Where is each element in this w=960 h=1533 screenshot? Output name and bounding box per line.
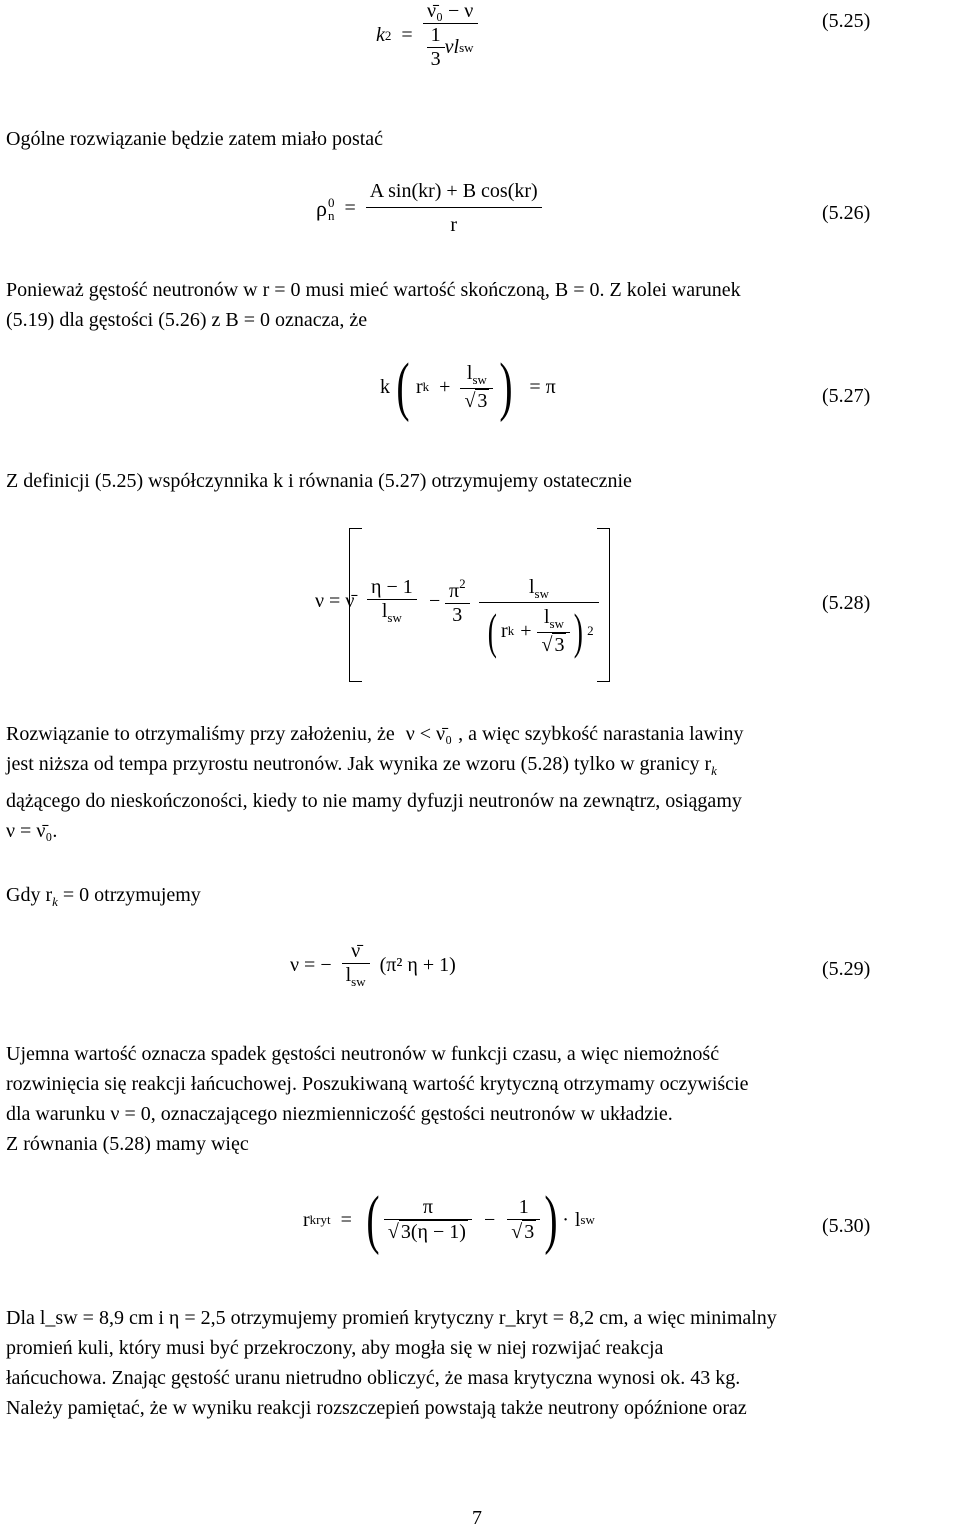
eq-5-28-t1-den-sub: sw bbox=[387, 610, 402, 625]
eq-5-25-den-var: νl bbox=[444, 36, 460, 58]
eq-5-28-t3-r-sub: k bbox=[507, 623, 515, 638]
eq-5-27-rhs: = π bbox=[529, 375, 556, 398]
eq-5-29-num: ν̄ bbox=[351, 940, 361, 962]
eq-5-25-numerator: ν̄₀ − ν bbox=[426, 0, 474, 22]
equation-5-29 bbox=[290, 940, 456, 990]
eq-5-26-rho: ρ bbox=[316, 195, 327, 221]
eq-5-28-right-bracket bbox=[597, 528, 610, 682]
eq-5-27-k: k bbox=[380, 375, 390, 398]
eq-5-30-fraction-1: π √ 3(η − 1) bbox=[384, 1196, 472, 1244]
eq-5-30-f1-den: 3(η − 1) bbox=[400, 1221, 466, 1243]
equation-5-25 bbox=[376, 0, 478, 71]
eq-5-25-fraction bbox=[423, 0, 478, 71]
eq-5-30-right-paren: ) bbox=[544, 1183, 558, 1256]
eq-5-28-t1-num: η − 1 bbox=[371, 576, 413, 598]
eq-5-30-left-paren: ( bbox=[366, 1183, 380, 1256]
eq-5-29-lhs: ν = − bbox=[290, 953, 332, 976]
eq-5-30-lhs-sub: kryt bbox=[309, 1212, 331, 1227]
eq-number-5-25: (5.25) bbox=[822, 10, 871, 32]
eq-5-28-t3-num: l bbox=[528, 576, 535, 598]
paragraph-6-line-1: Ujemna wartość oznacza spadek gęstości neutronów w funkcji czasu, a więc niemożność bbox=[6, 1043, 720, 1065]
eq-5-30-dot: · bbox=[562, 1208, 569, 1231]
eq-5-30-equals: = bbox=[340, 1208, 352, 1231]
eq-5-28-lhs: ν = ν̄ bbox=[315, 590, 355, 612]
paragraph-4-line-3: dążącego do nieskończoności, kiedy to nie mamy dyfuzji neutronów na zewnątrz, osiągamy bbox=[6, 790, 742, 812]
equation-5-27 bbox=[380, 352, 556, 422]
paragraph-5-a: Gdy r bbox=[6, 884, 53, 906]
eq-5-29-paren: (π² η + 1) bbox=[379, 953, 456, 976]
paragraph-4-line-4b: . bbox=[52, 820, 58, 842]
paragraph-6-line-4: Z równania (5.28) mamy więc bbox=[6, 1133, 249, 1155]
eq-5-30-lhs: r bbox=[303, 1208, 310, 1231]
paragraph-4-line-2: jest niższa od tempa przyrostu neutronów. Jak wynika ze wzoru (5.28) tylko w granicy r bbox=[6, 753, 712, 775]
eq-5-28-left-bracket bbox=[349, 528, 362, 682]
eq-5-26-sub: n bbox=[327, 207, 335, 223]
paragraph-1-line: Ogólne rozwiązanie będzie zatem miało postać bbox=[6, 128, 384, 150]
paragraph-4-line-2-sub: k bbox=[711, 763, 717, 778]
eq-5-30-f1-num: π bbox=[422, 1196, 433, 1218]
paragraph-2-line-1: Ponieważ gęstość neutronów w r = 0 musi mieć wartość skończoną, B = 0. Z kolei warunek bbox=[6, 279, 741, 301]
eq-5-25-equals: = bbox=[401, 24, 413, 46]
paragraph-3-line: Z definicji (5.25) współczynnika k i równania (5.27) otrzymujemy ostatecznie bbox=[6, 470, 632, 492]
eq-5-27-sqrt: √ 3 bbox=[464, 389, 488, 412]
eq-5-27-r: r bbox=[415, 375, 423, 398]
paragraph-6-line-2: rozwinięcia się reakcji łańcuchowej. Poszukiwaną wartość krytyczną otrzymamy oczywiście bbox=[6, 1073, 749, 1095]
paragraph-1 bbox=[6, 124, 956, 154]
eq-5-26-numerator: A sin(kr) + B cos(kr) bbox=[369, 180, 538, 202]
eq-number-5-26: (5.26) bbox=[822, 202, 871, 224]
eq-5-28-t3-num-sub: sw bbox=[534, 586, 549, 601]
eq-5-27-fraction bbox=[460, 362, 493, 413]
eq-5-30-l: l bbox=[574, 1208, 581, 1231]
eq-5-28-t2-sup: 2 bbox=[459, 576, 466, 591]
eq-5-25-den-sub: sw bbox=[459, 39, 474, 55]
eq-5-27-den: 3 bbox=[477, 389, 488, 412]
eq-5-28-t2-num: π bbox=[449, 580, 460, 602]
eq-5-29-fraction bbox=[342, 940, 370, 990]
eq-5-26-equals: = bbox=[344, 197, 356, 219]
eq-5-27-num-sub: sw bbox=[472, 371, 487, 387]
eq-5-28-t3-plus: + bbox=[520, 619, 532, 642]
eq-number-5-30: (5.30) bbox=[822, 1215, 871, 1237]
paragraph-7-line-1: Dla l_sw = 8,9 cm i η = 2,5 otrzymujemy promień krytyczny r_kryt = 8,2 cm, a więc minimalny bbox=[6, 1307, 777, 1329]
eq-5-28-t3-r: r bbox=[501, 619, 508, 642]
eq-5-25-lhs: k bbox=[376, 24, 385, 46]
eq-5-28-t3-inner-num: l bbox=[543, 605, 550, 628]
eq-5-30-f2-den: 3 bbox=[524, 1221, 535, 1243]
eq-5-28-minus: − bbox=[429, 590, 441, 612]
paragraph-5-sub: k bbox=[52, 894, 58, 909]
paragraph-3 bbox=[6, 466, 956, 496]
eq-5-26-sup: 0 bbox=[327, 194, 335, 210]
paragraph-6-line-3: dla warunku ν = 0, oznaczającego niezmienniczość gęstości neutronów w układzie. bbox=[6, 1103, 673, 1125]
paragraph-4-line-1a: Rozwiązanie to otrzymaliśmy przy założeniu, że bbox=[6, 723, 395, 745]
eq-5-27-r-sub: k bbox=[422, 379, 430, 394]
paragraph-4-line-1b: , a więc szybkość narastania lawiny bbox=[458, 723, 744, 745]
eq-5-28-term-1 bbox=[367, 576, 417, 626]
eq-number-5-27: (5.27) bbox=[822, 385, 871, 407]
eq-5-30-l-sub: sw bbox=[580, 1212, 595, 1227]
paragraph-2-line-2: (5.19) dla gęstości (5.26) z B = 0 oznacza, że bbox=[6, 309, 368, 331]
paragraph-7 bbox=[6, 1303, 956, 1423]
page-number: 7 bbox=[472, 1507, 482, 1529]
equation-5-28 bbox=[315, 524, 615, 684]
eq-5-25-sup: 2 bbox=[384, 27, 392, 43]
eq-5-25-den-one: 1 bbox=[430, 24, 441, 46]
paragraph-5 bbox=[6, 880, 956, 917]
eq-5-30-fraction-2: 1 √ 3 bbox=[507, 1196, 540, 1244]
eq-5-26-fraction bbox=[366, 180, 542, 237]
eq-5-28-term-2 bbox=[445, 576, 470, 627]
eq-5-28-t3-sup: 2 bbox=[587, 623, 594, 638]
eq-5-27-right-paren: ) bbox=[499, 350, 514, 423]
eq-number-5-28: (5.28) bbox=[822, 592, 871, 614]
paragraph-4 bbox=[6, 719, 956, 846]
paragraph-4-math-1: ν < ν̄₀ bbox=[405, 723, 453, 745]
eq-5-27-plus: + bbox=[439, 375, 451, 398]
paragraph-4-math-2: ν = ν̄₀ bbox=[6, 820, 53, 842]
paragraph-7-line-3: łańcuchowa. Znając gęstość uranu nietrudno obliczyć, że masa krytyczna wynosi ok. 43 kg. bbox=[6, 1367, 741, 1389]
eq-5-29-den-sub: sw bbox=[351, 974, 366, 989]
eq-5-25-denominator bbox=[423, 24, 478, 71]
eq-5-30-minus: − bbox=[483, 1208, 496, 1231]
eq-5-26-denominator: r bbox=[450, 214, 458, 236]
paragraph-7-line-4: Należy pamiętać, że w wyniku reakcji rozszczepień powstają także neutrony opóźnione oraz bbox=[6, 1397, 747, 1419]
eq-5-28-t2-den: 3 bbox=[452, 604, 463, 626]
eq-5-28-term-3: $l_{sw}$ ( r k + $l_{sw}$ √ 3 ) 2 bbox=[479, 576, 599, 657]
paragraph-6 bbox=[6, 1039, 956, 1159]
paragraph-7-line-2: promień kuli, który musi być przekroczony, aby mogła się w niej rozwijać reakcja bbox=[6, 1337, 664, 1359]
eq-5-29-den: l bbox=[345, 964, 352, 986]
eq-5-28-t3-inner-den: 3 bbox=[554, 633, 565, 656]
eq-5-27-left-paren: ( bbox=[396, 350, 410, 423]
eq-5-28-t3-inner-sub: sw bbox=[549, 615, 564, 631]
eq-5-25-den-three: 3 bbox=[430, 48, 441, 70]
paragraph-2 bbox=[6, 275, 956, 335]
eq-5-30-f2-num: 1 bbox=[518, 1196, 529, 1218]
eq-5-28-t1-den: l bbox=[381, 600, 388, 622]
eq-5-27-num: l bbox=[466, 361, 473, 384]
eq-number-5-29: (5.29) bbox=[822, 958, 871, 980]
equation-5-26 bbox=[316, 180, 542, 237]
equation-5-30 bbox=[303, 1185, 595, 1255]
paragraph-5-b: = 0 otrzymujemy bbox=[57, 884, 201, 906]
